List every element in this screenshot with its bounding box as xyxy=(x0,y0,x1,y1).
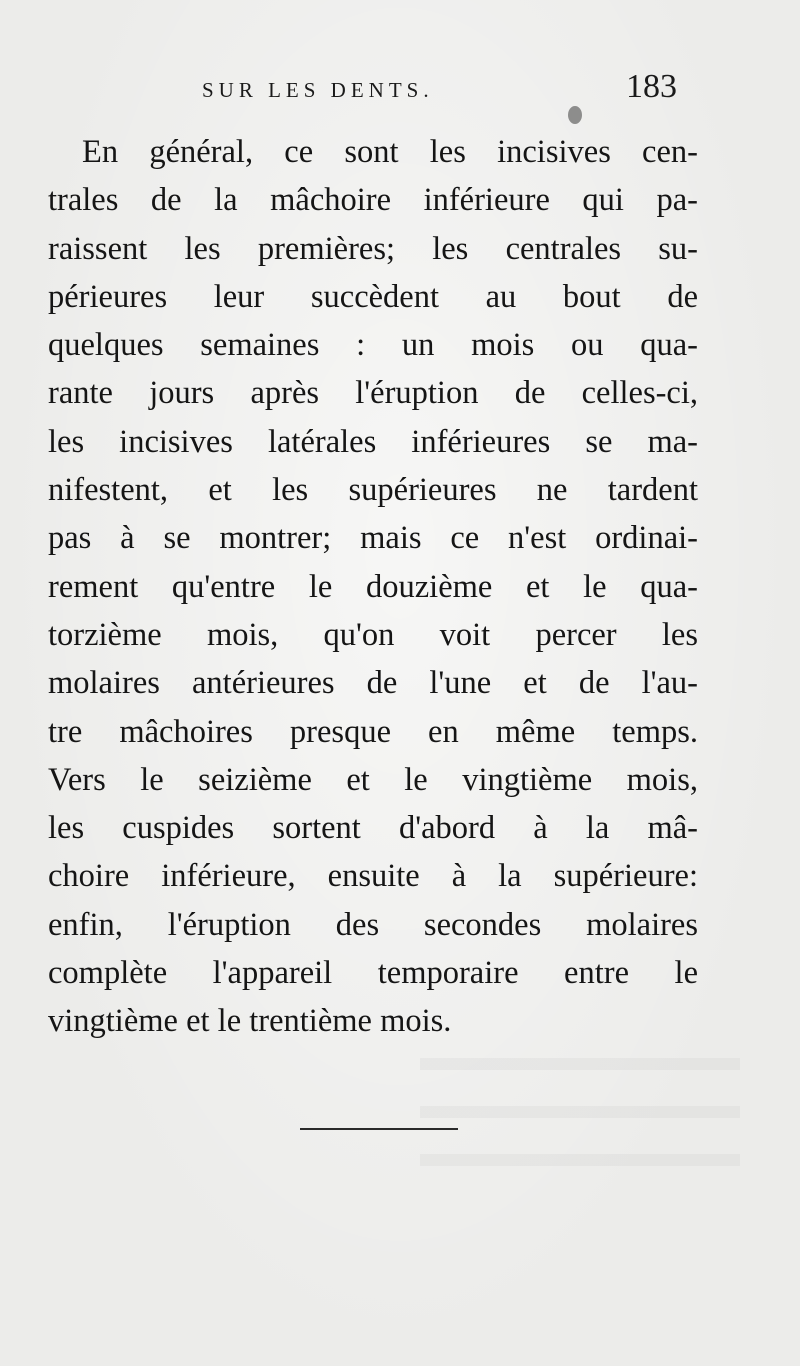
text-line: Vers le seizième et le vingtième mois, xyxy=(48,761,698,798)
text-line: vingtième et le trentième mois. xyxy=(48,1003,452,1040)
text-line: enfin, l'éruption des secondes molaires xyxy=(48,906,698,943)
text-line: périeures leur succèdent au bout de xyxy=(48,278,698,315)
text-line: torzième mois, qu'on voit percer les xyxy=(48,616,698,653)
text-line: les cuspides sortent d'abord à la mâ- xyxy=(48,810,698,847)
ink-blot xyxy=(568,106,582,124)
text-line: choire inférieure, ensuite à la supérieure: xyxy=(48,858,698,895)
text-line: complète l'appareil temporaire entre le xyxy=(48,955,698,992)
text-line: pas à se montrer; mais ce n'est ordinai- xyxy=(48,520,698,557)
text-line: trales de la mâchoire inférieure qui pa- xyxy=(48,182,698,219)
text-line: rement qu'entre le douzième et le qua- xyxy=(48,568,698,605)
show-through-text xyxy=(420,1040,740,1170)
text-line: nifestent, et les supérieures ne tardent xyxy=(48,472,698,509)
text-line: quelques semaines : un mois ou qua- xyxy=(48,327,698,364)
text-line: molaires antérieures de l'une et de l'au- xyxy=(48,665,698,702)
text-line: raissent les premières; les centrales su- xyxy=(48,230,698,267)
text-line: En général, ce sont les incisives cen- xyxy=(82,134,698,170)
section-rule xyxy=(300,1128,458,1130)
running-title: SUR LES DENTS. xyxy=(202,78,434,102)
text-line: les incisives latérales inférieures se ma- xyxy=(48,423,698,460)
text-line: rante jours après l'éruption de celles-ci, xyxy=(48,375,698,412)
page-header xyxy=(0,68,800,108)
text-line: tre mâchoires presque en même temps. xyxy=(48,713,698,750)
page-number: 183 xyxy=(626,68,677,105)
paragraph xyxy=(48,128,698,1046)
